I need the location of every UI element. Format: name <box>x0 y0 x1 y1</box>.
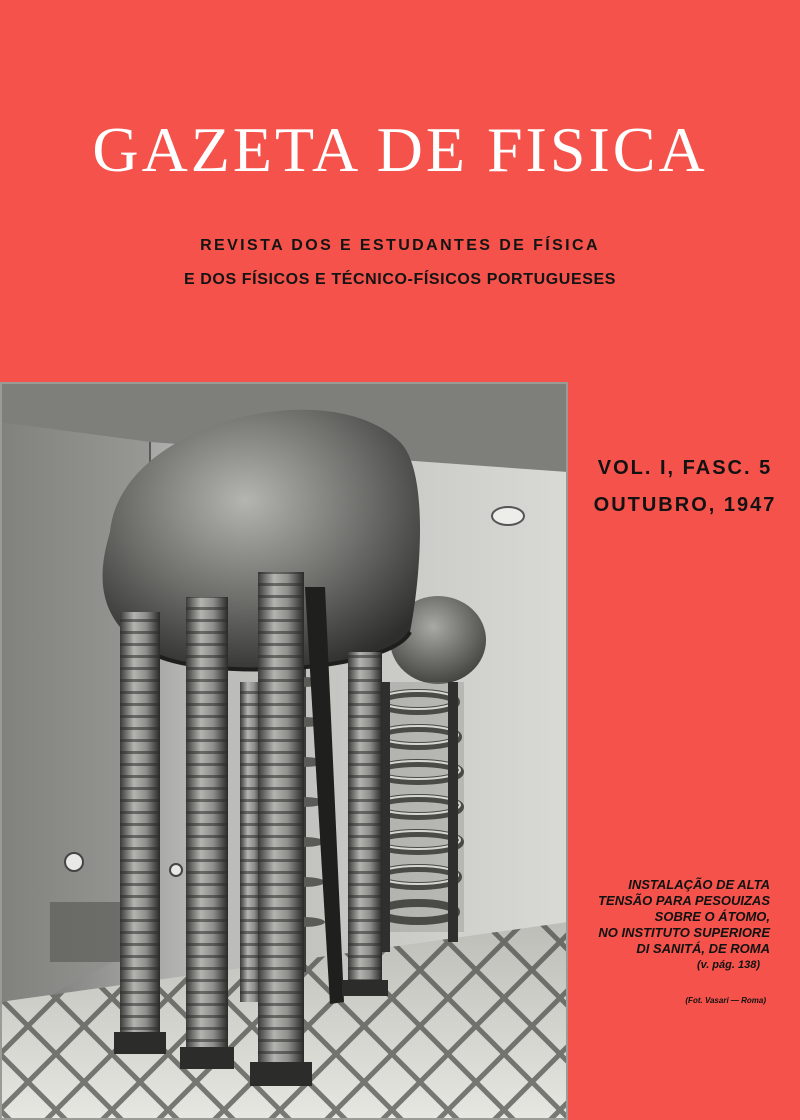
caption-line: NO INSTITUTO SUPERIORE <box>598 925 770 940</box>
caption-line: INSTALAÇÃO DE ALTA <box>628 877 770 892</box>
issue-volume: VOL. I, FASC. 5 <box>597 457 773 479</box>
cover-photo-high-voltage-installation <box>0 382 568 1120</box>
subtitle-line-2: E DOS FÍSICOS E TÉCNICO-FÍSICOS PORTUGUESES <box>183 271 617 288</box>
photo-caption <box>570 877 770 973</box>
caption-line: DI SANITÁ, DE ROMA <box>636 941 770 956</box>
insulator-column-2 <box>180 597 234 1069</box>
insulator-column-5 <box>342 652 388 996</box>
photo-credit: (Fot. Vasari — Roma) <box>685 996 766 1005</box>
insulator-column-4 <box>250 572 312 1086</box>
issue-date: OUTUBRO, 1947 <box>593 494 777 516</box>
magazine-title: GAZETA DE FISICA <box>92 114 708 185</box>
subtitle-line-1: REVISTA DOS E ESTUDANTES DE FÍSICA <box>200 237 600 254</box>
insulator-column-1 <box>114 612 166 1054</box>
caption-line: SOBRE O ÁTOMO, <box>654 909 770 924</box>
caption-page-reference: (v. pág. 138) <box>697 959 760 971</box>
caption-line: TENSÃO PARA PESOUIZAS <box>598 893 770 908</box>
